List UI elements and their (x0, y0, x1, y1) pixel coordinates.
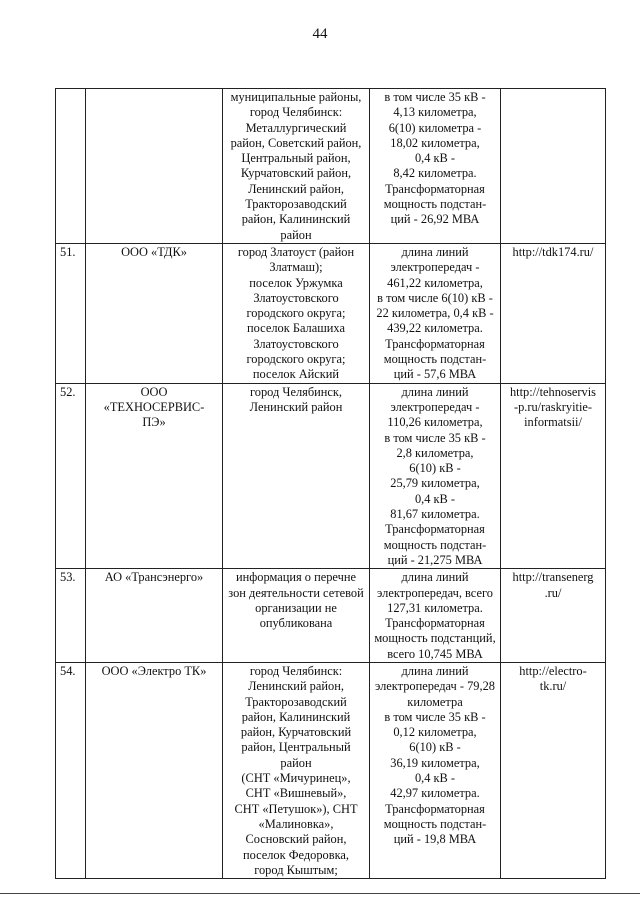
website-cell (501, 383, 606, 569)
cell-line: поселок Федоровка, (242, 847, 350, 862)
cell-line: 36,19 километра, (390, 755, 480, 770)
cell-line: в том числе 6(10) кВ - (377, 290, 493, 305)
cell-line: 18,02 километра, (390, 135, 480, 150)
cell-line: Ленинский район, (248, 679, 344, 694)
cell-line: город Челябинск, (249, 384, 343, 399)
grid-parameters-cell (370, 243, 501, 383)
service-area-cell (223, 243, 370, 383)
cell-line: в том числе 35 кВ - (384, 430, 486, 445)
cell-line: район, Курчатовский (240, 725, 352, 740)
service-area-cell (223, 383, 370, 569)
row-number-cell: 51. (56, 243, 86, 383)
cell-line: городского округа; (246, 306, 346, 321)
cell-line: 461,22 километра, (387, 275, 483, 290)
cell-line: Тракторозаводский (245, 197, 347, 212)
service-area-cell (223, 89, 370, 244)
cell-line: электропередач - (390, 260, 480, 275)
cell-line: Центральный район, (241, 151, 351, 166)
cell-line: http://electro- (519, 663, 587, 678)
website-cell (501, 243, 606, 383)
cell-line: «Малиновка», (258, 816, 334, 831)
cell-line: электропередач, всего (377, 585, 493, 600)
cell-line: http://tdk174.ru/ (512, 244, 594, 259)
cell-line: 22 километра, 0,4 кВ - (376, 306, 494, 321)
cell-line: ООО «Электро ТК» (101, 663, 207, 678)
cell-line: зон деятельности сетевой (228, 585, 364, 600)
website-cell (501, 569, 606, 663)
cell-line: ООО (140, 384, 168, 399)
cell-line: СНТ «Петушок»), СНТ (234, 801, 358, 816)
cell-line: район, Калининский (241, 212, 351, 227)
cell-line: район (280, 755, 312, 770)
cell-line: информация о перечне (236, 570, 356, 585)
table-body (56, 89, 606, 879)
cell-line: городского округа; (246, 352, 346, 367)
cell-line: 6(10) километра - (388, 120, 482, 135)
cell-line: Трансформаторная (385, 801, 485, 816)
service-area-cell (223, 662, 370, 878)
cell-line: Металлургический (245, 120, 347, 135)
cell-line: всего 10,745 МВА (387, 646, 483, 661)
cell-line: муниципальные районы, (230, 90, 362, 104)
cell-line: длина линий (401, 384, 469, 399)
cell-line: организации не (255, 600, 337, 615)
cell-line: http://transenerg (512, 570, 594, 585)
cell-line: 110,26 километра, (387, 415, 483, 430)
cell-line: ций - 26,92 МВА (390, 212, 480, 227)
cell-line: http://tehnoservis (509, 384, 597, 399)
cell-line: район, Центральный (241, 740, 351, 755)
grid-parameters-cell (370, 383, 501, 569)
page-number: 44 (312, 26, 328, 42)
cell-line: 0,12 километра, (393, 725, 477, 740)
organization-name-cell (86, 662, 223, 878)
cell-line: поселок Айский (252, 367, 340, 382)
cell-line: район (280, 227, 312, 242)
cell-line: Трансформаторная (385, 616, 485, 631)
cell-line: город Кыштым; (254, 862, 338, 877)
organizations-table (55, 88, 606, 879)
table-row (56, 89, 606, 244)
organization-name-cell (86, 383, 223, 569)
cell-line: ций - 57,6 МВА (393, 367, 477, 382)
cell-line: мощность подстанций, (374, 631, 496, 646)
cell-line: Курчатовский район, (240, 166, 352, 181)
cell-line: город Златоуст (район (237, 244, 355, 259)
cell-line: 42,97 километра. (390, 786, 480, 801)
organization-name-cell (86, 89, 223, 244)
cell-line: Златоустовского (253, 336, 339, 351)
cell-line: .ru/ (544, 585, 562, 600)
cell-line: tk.ru/ (539, 679, 567, 694)
cell-line: 81,67 километра. (390, 507, 480, 522)
cell-line: мощность подстан- (383, 352, 487, 367)
cell-line: Златоустовского (253, 290, 339, 305)
cell-line: 0,4 кВ - (414, 491, 456, 506)
grid-parameters-cell (370, 662, 501, 878)
cell-line: длина линий (401, 570, 469, 585)
cell-line: поселок Балашиха (247, 321, 345, 336)
cell-line: опубликована (259, 616, 333, 631)
grid-parameters-cell (370, 89, 501, 244)
organization-name-cell (86, 569, 223, 663)
table-row (56, 383, 606, 569)
cell-line: район, Советский район, (230, 135, 362, 150)
website-cell (501, 89, 606, 244)
cell-line: Тракторозаводский (245, 694, 347, 709)
organization-name-cell (86, 243, 223, 383)
cell-line: 6(10) кВ - (409, 461, 461, 476)
cell-line: длина линий (401, 663, 469, 678)
cell-line: ций - 19,8 МВА (393, 832, 477, 847)
cell-line: Трансформаторная (385, 522, 485, 537)
cell-line: 2,8 километра, (396, 445, 474, 460)
cell-line: в том числе 35 кВ - (384, 90, 486, 104)
cell-line: 8,42 километра. (393, 166, 477, 181)
row-number-cell: 52. (56, 383, 86, 569)
cell-line: город Челябинск: (249, 105, 343, 120)
cell-line: мощность подстан- (383, 197, 487, 212)
cell-line: 25,79 километра, (390, 476, 480, 491)
website-cell (501, 662, 606, 878)
cell-line: 0,4 кВ - (414, 151, 456, 166)
cell-line: ций - 21,275 МВА (387, 552, 483, 567)
cell-line: 6(10) кВ - (409, 740, 461, 755)
cell-line: 4,13 километра, (393, 105, 477, 120)
cell-line: -p.ru/raskryitie- (513, 399, 593, 414)
cell-line: Сосновский район, (245, 832, 347, 847)
cell-line: Ленинский район, (248, 181, 344, 196)
cell-line: район, Калининский (241, 709, 351, 724)
cell-line: «ТЕХНОСЕРВИС- (103, 399, 205, 414)
cell-line: километра (407, 694, 463, 709)
cell-line: город Челябинск: (249, 663, 343, 678)
row-number-cell (56, 89, 86, 244)
table-row (56, 569, 606, 663)
table-row (56, 662, 606, 878)
cell-line: в том числе 35 кВ - (384, 709, 486, 724)
cell-line: Златмаш); (269, 260, 323, 275)
table-row (56, 243, 606, 383)
cell-line: АО «Трансэнерго» (104, 570, 204, 585)
cell-line: СНТ «Вишневый», (245, 786, 347, 801)
grid-parameters-cell (370, 569, 501, 663)
cell-line: мощность подстан- (383, 816, 487, 831)
row-number-cell: 53. (56, 569, 86, 663)
cell-line: ООО «ТДК» (121, 244, 187, 259)
cell-line: Трансформаторная (385, 181, 485, 196)
cell-line: мощность подстан- (383, 537, 487, 552)
cell-line: Ленинский район (249, 399, 343, 414)
cell-line: 127,31 километра. (387, 600, 483, 615)
service-area-cell (223, 569, 370, 663)
cell-line: (СНТ «Мичуринец», (241, 771, 351, 786)
cell-line: длина линий (401, 244, 469, 259)
cell-line: электропередач - 79,28 (375, 679, 495, 694)
cell-line: informatsii/ (524, 415, 582, 430)
cell-line: поселок Уржумка (249, 275, 343, 290)
cell-line: Трансформаторная (385, 336, 485, 351)
cell-line: 0,4 кВ - (414, 771, 456, 786)
row-number-cell: 54. (56, 662, 86, 878)
bottom-rule (0, 893, 640, 894)
cell-line: 439,22 километра. (387, 321, 483, 336)
cell-line: ПЭ» (142, 415, 166, 430)
cell-line: электропередач - (390, 399, 480, 414)
